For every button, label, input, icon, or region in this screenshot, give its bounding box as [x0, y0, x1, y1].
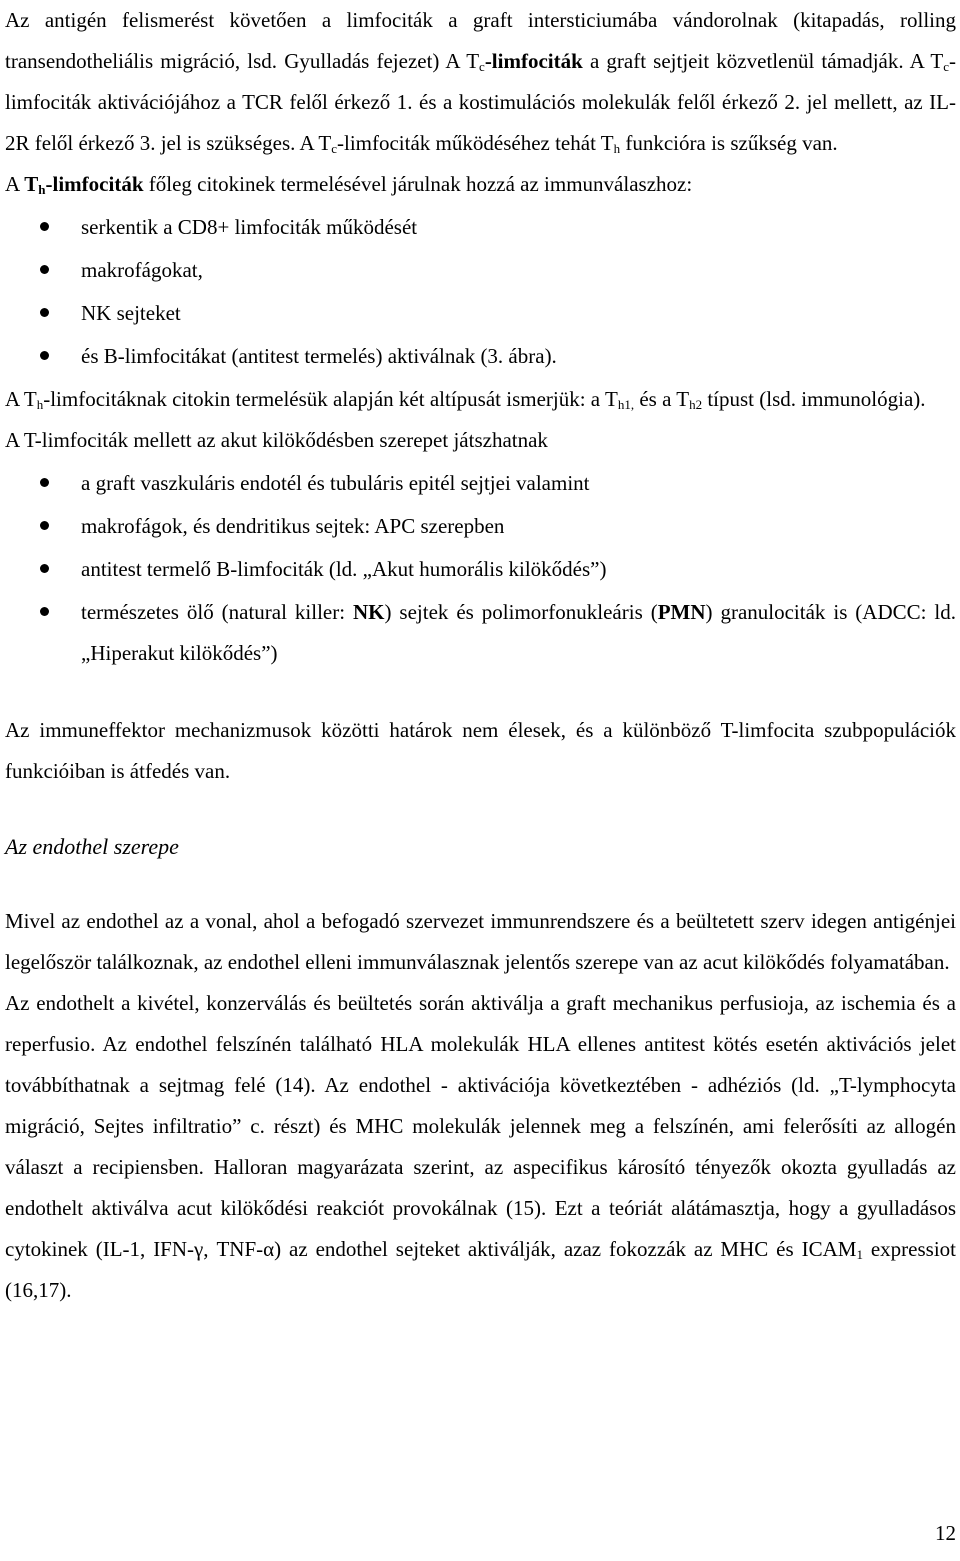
list-item: serkentik a CD8+ limfociták működését [5, 207, 956, 248]
paragraph-th-subtypes: A $T_h$-limfocitáknak citokin termelésük alapján két altípusát ismerjük: a $T_{h1,}$ és a $T_{h2}$ típust (lsd. immunológia). [5, 387, 926, 412]
th-functions-list [5, 207, 956, 377]
list-item: makrofágokat, [5, 250, 956, 291]
bullet-icon [40, 607, 49, 616]
text: Az antigén felismerést követően a limfociták a graft intersticiumába vándorolnak (kitapadás, rolling transendotheliális migráció, lsd. Gyulladás fejezet) [5, 8, 956, 73]
list-item: természetes ölő (natural killer: NK) sejtek és polimorfonukleáris (PMN) granulociták is (ADCC: ld. „Hiperakut kilökődés”) [5, 592, 956, 674]
bullet-icon [40, 308, 49, 317]
bullet-icon [40, 478, 49, 487]
list-item: a graft vaszkuláris endotél és tubuláris epitél sejtjei valamint [5, 463, 956, 504]
section-heading: Az endothel szerepe [5, 834, 179, 859]
list-item: antitest termelő B-limfociták (ld. „Akut humorális kilökődés”) [5, 549, 956, 590]
bullet-icon [40, 265, 49, 274]
page-number: 12 [935, 1521, 956, 1545]
list-item: és B-limfocitákat (antitest termelés) aktiválnak (3. ábra). [5, 336, 956, 377]
paragraph-other-cells: A T-limfociták mellett az akut kilökődésben szerepet játszhatnak [5, 428, 548, 452]
paragraph-th-lymphocytes: A $T_h$-limfociták főleg citokinek termelésével járulnak hozzá az immunválaszhoz: [5, 172, 693, 197]
list-item: NK sejteket [5, 293, 956, 334]
document-page [5, 0, 956, 1311]
bullet-icon [40, 222, 49, 231]
paragraph-overlap: Az immuneffektor mechanizmusok közötti határok nem élesek, és a különböző T-limfocita szubpopulációk funkcióiban is átfedés van. [5, 718, 956, 783]
other-cells-list [5, 463, 956, 674]
paragraph-endothel-intro: Mivel az endothel az a vonal, ahol a befogadó szervezet immunrendszere és a beültetett szerv idegen antigénjei legelőször találkoznak, az endothel elleni immunválasznak jelentős szerepe van az acut kilökődés folyamatában. [5, 909, 956, 974]
bullet-icon [40, 564, 49, 573]
list-item: makrofágok, és dendritikus sejtek: APC szerepben [5, 506, 956, 547]
paragraph-tc-lymphocytes: Az antigén felismerést követően a limfociták a graft intersticiumába vándorolnak (kitapadás, rolling transendotheliális migráció, lsd. Gyulladás fejezet) A $T_c$-limfociták a graft sejtjeit közvetlenül támadják. A $T_c$-limfociták aktivációjához a TCR felől érkező 1. és a kostimulációs molekulák felől érkező 2. jel mellett, az IL-2R felől érkező 3. jel is szükséges. A $T_c$-limfociták működéséhez tehát $T_h$ funkcióra is szűkség van. [5, 8, 956, 156]
paragraph-endothel-activation: Az endothelt a kivétel, konzerválás és beültetés során aktiválja a graft mechanikus perfusioja, az ischemia és a reperfusio. Az endothel felszínén található HLA molekulák HLA ellenes antitest kötés esetén aktivációs jelet továbbíthatnak a sejtmag felé (14). Az endothel - aktivációja következtében - adhéziós (ld. „T-lymphocyta migráció, Sejtes infiltratio” c. részt) és MHC molekulák jelennek meg a felszínén, ami felerősíti az allogén választ a recipiensben. Halloran magyarázata szerint, az aspecifikus károsító tényezők okozta gyulladás az endothelt aktiválva acut kilökődési reakciót provokálnak (15). Ezt a teóriát alátámasztja, hogy a gyulladásos cytokinek (IL-1, IFN-γ, TNF-α) az endothel sejteket aktiválják, azaz fokozzák az MHC és $ICAM_1$ expressiot (16,17). [5, 991, 956, 1302]
bullet-icon [40, 521, 49, 530]
bullet-icon [40, 351, 49, 360]
